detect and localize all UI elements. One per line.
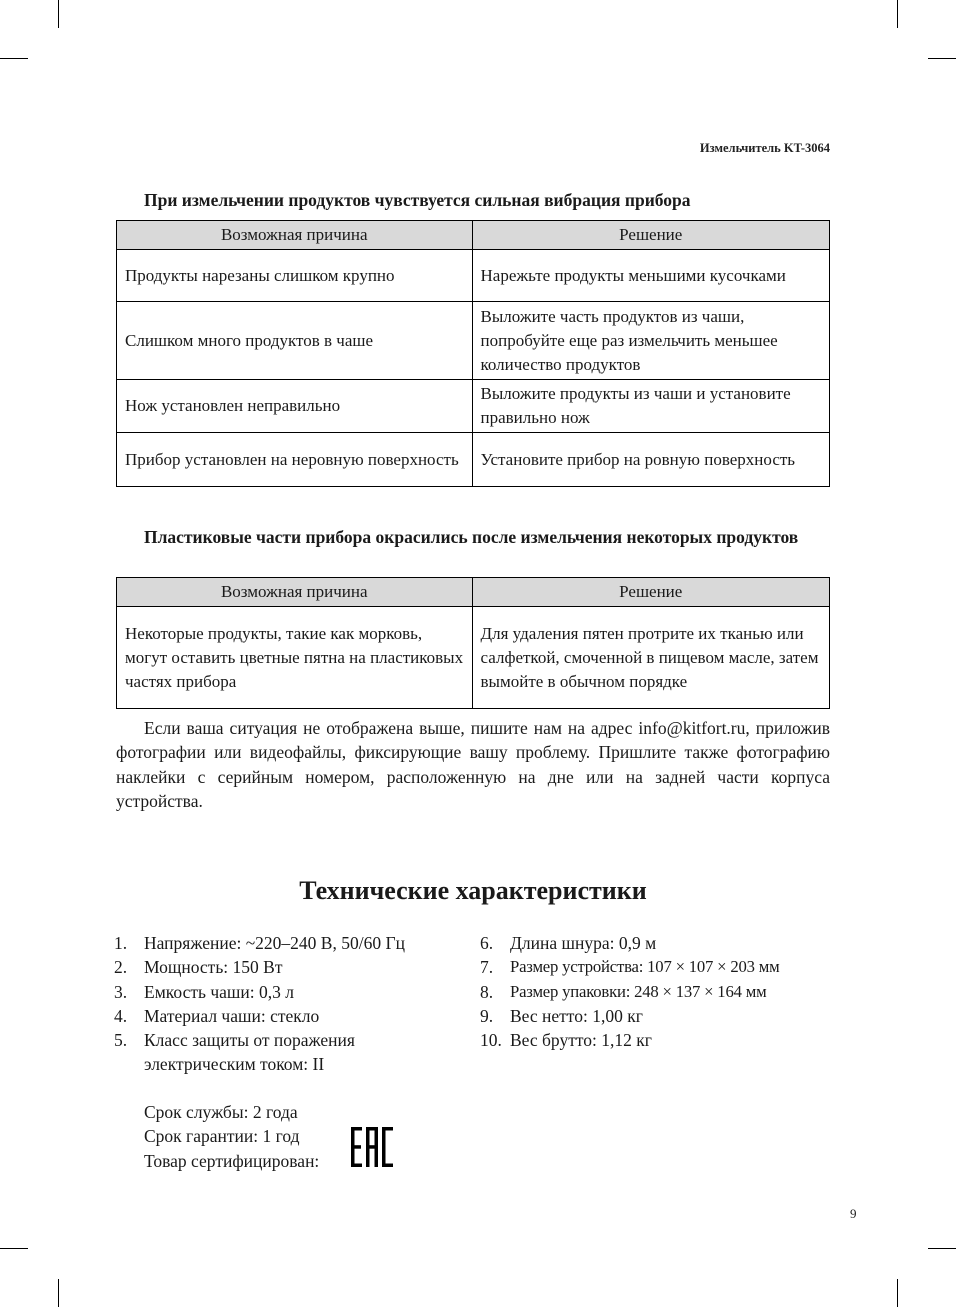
spec-text: Емкость чаши: 0,3 л	[144, 981, 294, 1002]
certification-label: Товар сертифицирован:	[144, 1150, 320, 1171]
spec-number: 10.	[480, 1030, 502, 1051]
crop-mark	[58, 1279, 59, 1307]
spec-item	[480, 980, 840, 1004]
table-header-row	[117, 578, 830, 607]
spec-item	[114, 1004, 470, 1028]
column-header-cause: Возможная причина	[117, 221, 473, 250]
spec-item	[114, 931, 470, 955]
crop-mark	[897, 0, 898, 28]
crop-mark	[0, 1248, 28, 1249]
spec-item	[480, 1004, 840, 1028]
spec-number: 5.	[114, 1030, 128, 1051]
solution-cell: Нарежьте продукты меньшими кусочками	[472, 250, 830, 302]
spec-number: 8.	[480, 981, 494, 1002]
spec-item	[114, 1028, 470, 1077]
running-header: Измельчитель KT-3064	[699, 141, 830, 155]
spec-text: Напряжение: ~220–240 В, 50/60 Гц	[144, 933, 405, 953]
table-header-row	[117, 221, 830, 250]
eac-certification-icon	[351, 1127, 393, 1167]
section-heading-stains: Пластиковые части прибора окрасились после измельчения некоторых продуктов	[144, 527, 799, 547]
page-number: 9	[850, 1206, 857, 1221]
cause-cell: Некоторые продукты, такие как морковь, могут оставить цветные пятна на пластиковых частях прибора	[117, 607, 473, 709]
service-lifetime: Срок службы: 2 года	[144, 1102, 298, 1122]
crop-mark	[928, 1248, 956, 1249]
table-row	[117, 250, 830, 302]
table-row	[117, 607, 830, 709]
solution-cell: Выложите продукты из чаши и установите правильно нож	[472, 380, 830, 433]
spec-number: 2.	[114, 957, 128, 978]
spec-number: 3.	[114, 981, 128, 1002]
spec-text: Вес брутто: 1,12 кг	[510, 1030, 652, 1051]
troubleshooting-table-vibration	[116, 220, 830, 487]
service-info	[144, 1100, 319, 1173]
column-header-solution: Решение	[472, 578, 829, 607]
cause-cell: Нож установлен неправильно	[117, 380, 473, 433]
spec-text: Класс защиты от поражения электрическим током: II	[144, 1030, 355, 1075]
spec-item	[114, 955, 470, 979]
specs-list-right	[480, 931, 840, 1052]
spec-number: 1.	[114, 933, 128, 953]
solution-cell: Выложите часть продуктов из чаши, попробуйте еще раз измельчить меньшее количество продуктов	[472, 302, 830, 380]
crop-mark	[897, 1279, 898, 1307]
table-row	[117, 380, 830, 433]
section-heading-vibration: При измельчении продуктов чувствуется сильная вибрация прибора	[144, 190, 691, 210]
crop-mark	[928, 58, 956, 59]
spec-text: Размер упаковки: 248 × 137 × 164 мм	[510, 981, 767, 1001]
spec-item	[480, 955, 840, 979]
solution-cell: Для удаления пятен протрите их тканью или салфеткой, смоченной в пищевом масле, затем вымойте в обычном порядке	[472, 607, 829, 709]
spec-item	[114, 980, 470, 1004]
cause-cell: Слишком много продуктов в чаше	[117, 302, 473, 380]
solution-cell: Установите прибор на ровную поверхность	[472, 433, 830, 487]
crop-mark	[0, 58, 28, 59]
column-header-cause: Возможная причина	[117, 578, 473, 607]
table-row	[117, 302, 830, 380]
specs-list-left	[114, 931, 470, 1077]
spec-number: 9.	[480, 1005, 494, 1026]
spec-item	[480, 931, 840, 955]
contact-paragraph: Если ваша ситуация не отображена выше, пишите нам на адрес info@kitfort.ru, приложив фотографии или видеофайлы, фиксирующие вашу проблему. Пришлите также фотографию наклейки с серийным номером, расположенную на дне или на задней части корпуса устройства.	[116, 718, 830, 811]
cause-cell: Прибор установлен на неровную поверхность	[117, 433, 473, 487]
spec-text: Размер устройства: 107 × 107 × 203 мм	[510, 957, 780, 977]
spec-number: 6.	[480, 933, 494, 953]
spec-text: Длина шнура: 0,9 м	[510, 933, 657, 953]
table-row	[117, 433, 830, 487]
spec-item	[480, 1028, 840, 1052]
spec-text: Мощность: 150 Вт	[144, 957, 283, 978]
spec-number: 7.	[480, 957, 494, 978]
column-header-solution: Решение	[472, 221, 830, 250]
troubleshooting-table-stains	[116, 577, 830, 709]
crop-mark	[58, 0, 59, 28]
spec-text: Вес нетто: 1,00 кг	[510, 1005, 643, 1026]
spec-text: Материал чаши: стекло	[144, 1005, 320, 1026]
spec-number: 4.	[114, 1005, 128, 1026]
warranty-period: Срок гарантии: 1 год	[144, 1126, 300, 1147]
cause-cell: Продукты нарезаны слишком крупно	[117, 250, 473, 302]
specs-title: Технические характеристики	[299, 876, 647, 905]
